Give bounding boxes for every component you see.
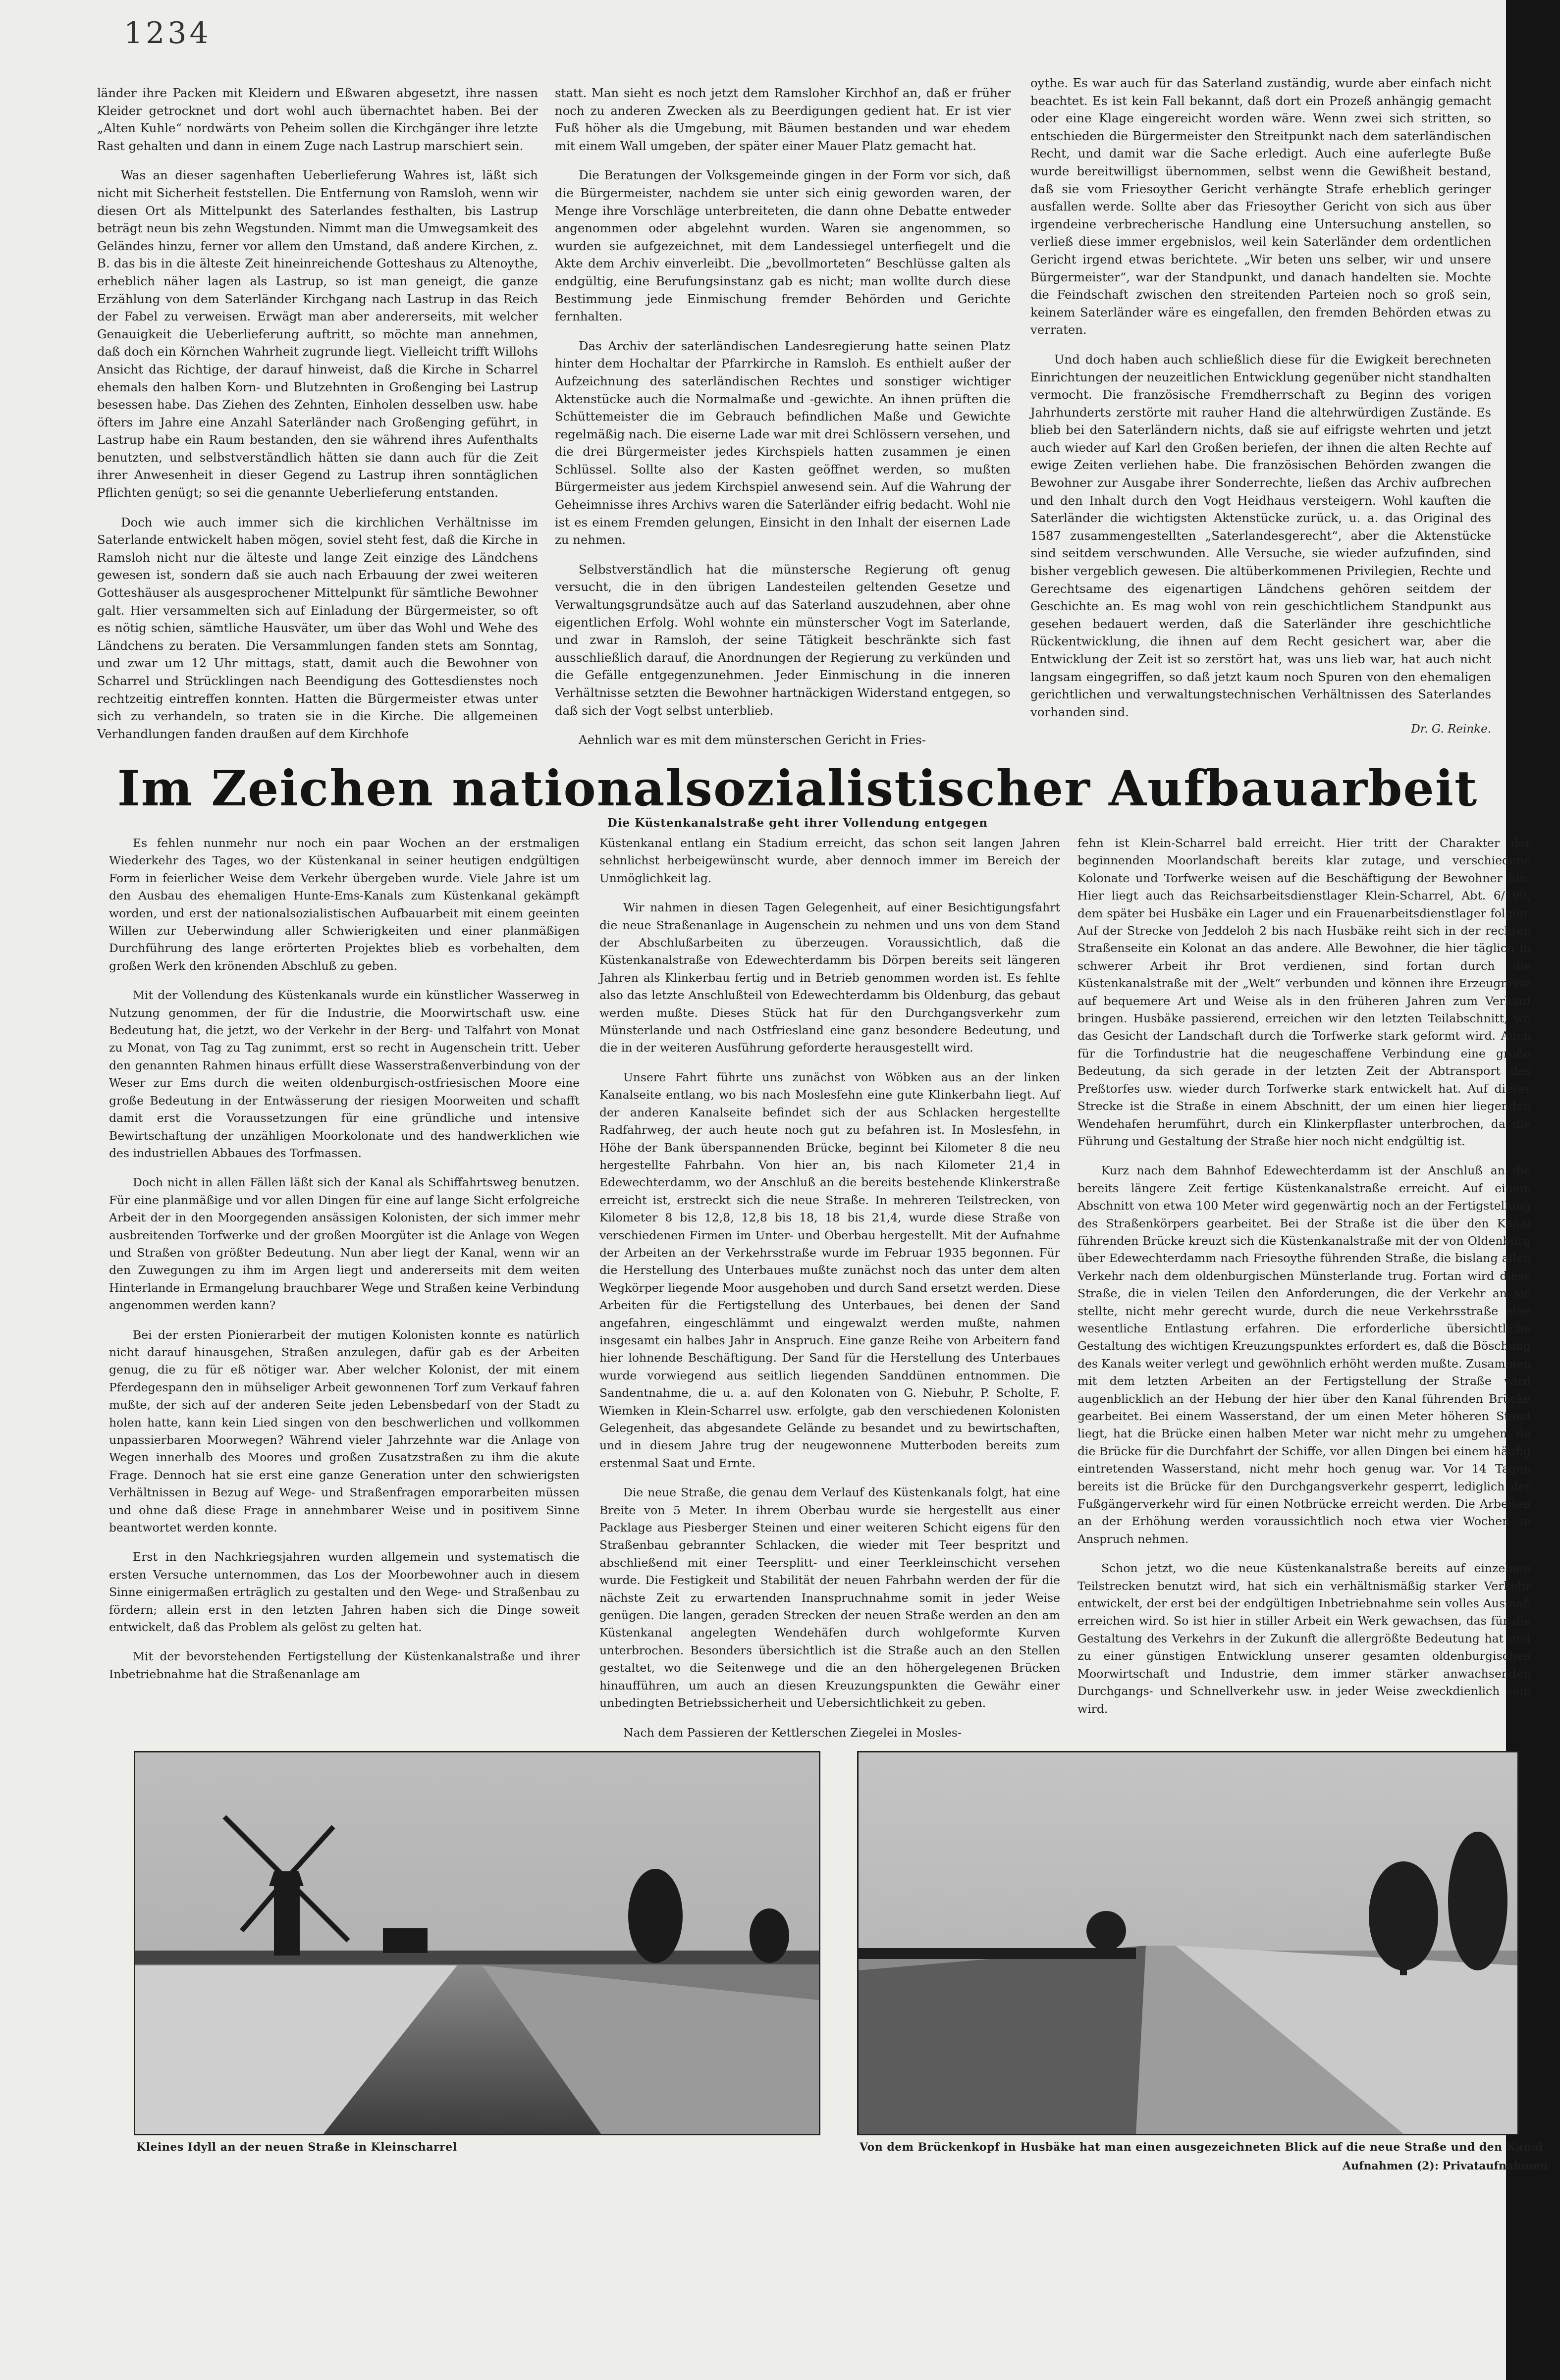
paragraph: oythe. Es war auch für das Saterland zuständig, wurde aber einfach nicht beachtet. Es ist kein Fall bekannt, daß dort ein Prozeß anhängig gemacht oder eine Klage eingereicht worden wäre. Wenn zwei sich stritten, so entschieden die Bürgermeister den Streitpunkt nach dem saterländischen Recht, und damit war die Sache erledigt. Auch eine auferlegte Buße wurde bereitwilligst übernommen, selbst wenn die Gewißheit bestand, daß sie vom Friesoyther Gericht verhängte Strafe erheblich geringer ausfallen werde. Sollte aber das Friesoyther Gericht von sich aus über irgendeine verbrecherische Handlung eine Untersuchung anstellen, so verließ diese immer ergebnislos, weil kein Saterländer dem ordentlichen Gericht irgend etwas berichtete. „Wir beten uns selber, wir und unsere Bürgermeister“, war der Standpunkt, und danach handelten sie. Mochte die Feindschaft zwischen den streitenden Parteien noch so groß sein, keinem Saterländer wäre es eingefallen, den fremden Behörden etwas zu verraten. <box>1030 76 1491 337</box>
paragraph: Schon jetzt, wo die neue Küstenkanalstraße bereits auf einzelnen Teilstrecken benutzt wird, hat sich ein verhältnismäßig starker Verkehr entwickelt, der erst bei der endgültigen Inbetriebnahme sein volles Ausmaß erreichen wird. So ist hier in stiller Arbeit ein Werk gewachsen, das für die Gestaltung des Verkehrs in der Zukunft die allergrößte Bedeutung hat und zu einer günstigen Entwicklung unserer gesamten oldenburgischen Moorwirtschaft und Industrie, dem immer stärker anwachsenden Durchgangs- und Schnellverkehr usw. in jeder Weise zweckdienlich sein wird. <box>1077 1561 1531 1716</box>
paragraph: Doch wie auch immer sich die kirchlichen Verhältnisse im Saterlande entwickelt haben mögen, soviel steht fest, daß die Kirche in Ramsloh nicht nur die älteste und lange Zeit einzige des Ländchens gewesen ist, sondern daß sie auch nach Erbauung der zwei weiteren Gotteshäuser als ausgesprochener Mittelpunkt für sämtliche Bewohner galt. Hier versammelten sich auf Einladung der Bürgermeister, so oft es nötig schien, sämtliche Hausväter, um über das Wohl und Wehe des Ländchens zu beraten. Die Versammlungen fanden stets am Sonntag, und zwar um 12 Uhr mittags, statt, damit auch die Bewohner von Scharrel und Strücklingen nach Beendigung des Gottesdienstes noch rechtzeitig eintreffen konnten. Hatten die Bürgermeister etwas unter sich zu verhandeln, so traten sie in die Kirche. Die allgemeinen Verhandlungen fanden draußen auf dem Kirchhofe <box>97 515 538 741</box>
paragraph: Unsere Fahrt führte uns zunächst von Wöbken aus an der linken Kanalseite entlang, wo bis nach Moslesfehn eine gute Klinkerbahn liegt. Auf der anderen Kanalseite befindet sich der aus Schlacken hergestellte Radfahrweg, der auch heute noch gut zu befahren ist. In Moslesfehn, in Höhe der Bank überspannenden Brücke, beginnt bei Kilometer 8 die neu hergestellte Fahrbahn. Von hier an, bis nach Kilometer 21,4 in Edewechterdamm, wo der Anschluß an die bereits bestehende Klinkerstraße erreicht ist, erstreckt sich die neue Straße. In mehreren Teilstrecken, von Kilometer 8 bis 12,8, 12,8 bis 18, 18 bis 21,4, wurde diese Straße von verschiedenen Firmen im Unter- und Oberbau hergestellt. Mit der Aufnahme der Arbeiten an der Verkehrsstraße wurde im Februar 1935 begonnen. Für die Herstellung des Unterbaues mußte zunächst noch das unter dem alten Wegkörper liegende Moor ausgehoben und durch Sand ersetzt werden. Diese Arbeiten für die Fertigstellung des Unterbaues, bei denen der Sand angefahren, eingeschlämmt und eingewalzt werden mußte, nahmen insgesamt ein halbes Jahr in Anspruch. Eine ganze Reihe von Arbeitern fand hier lohnende Beschäftigung. Der Sand für die Herstellung des Unterbaues wurde vorwiegend aus seitlich liegenden Sanddünen entnommen. Die Sandentnahme, die u. a. auf den Kolonaten von G. Niebuhr, P. Scholte, F. Wiemken in Klein-Scharrel usw. erfolgte, gab den verschiedenen Kolonisten Gelegenheit, das abgesandete Gelände zu besandet und zu bewirtschaften, und in diesem Jahre trug der neugewonnene Mutterboden bereits zum erstenmal Saat und Ernte. <box>599 1070 1060 1470</box>
paragraph: Was an dieser sagenhaften Ueberlieferung Wahres ist, läßt sich nicht mit Sicherheit feststellen. Die Entfernung von Ramsloh, wenn wir diesen Ort als Mittelpunkt des Saterlandes festhalten, bis Lastrup beträgt neun bis zehn Wegstunden. Nimmt man die Umwegsamkeit des Geländes hinzu, ferner vor allem den Umstand, daß andere Kirchen, z. B. das bis in die älteste Zeit hineinreichende Gotteshaus zu Altenoythe, erheblich näher lagen als Lastrup, so ist man geneigt, die ganze Erzählung von dem Saterländer Kirchgang nach Lastrup in das Reich der Fabel zu verweisen. Erwägt man aber andererseits, mit welcher Genauigkeit die Ueberlieferung auftritt, so möchte man annehmen, daß doch ein Körnchen Wahrheit zugrunde liegt. Vielleicht trifft Willohs Ansicht das Richtige, der darauf hinweist, daß die Kirche in Scharrel ehemals den halben Korn- und Blutzehnten in Großenging bei Lastrup besessen habe. Das Ziehen des Zehnten, Einholen desselben usw. habe öfters im Jahre eine Anzahl Saterländer nach Großenging geführt, in Lastrup habe ein Raum bestanden, den sie während ihres Aufenthalts benutzten, und selbstverständlich hätten sie dann auch für die Zeit ihrer Anwesenheit in dieser Gegend zu Lastrup ihren sonntäglichen Pflichten genügt; so sei die genannte Ueberlieferung entstanden. <box>97 168 538 500</box>
paragraph: Erst in den Nachkriegsjahren wurden allgemein und systematisch die ersten Versuche unternommen, das Los der Moorbewohner auch in diesem Sinne einigermaßen erträglich zu gestalten und den Wege- und Straßenbau zu fördern; allein erst in den letzten Jahren haben sich die Dinge soweit entwickelt, daß das Problem als gelöst zu gelten hat. <box>109 1550 580 1635</box>
paragraph: Die neue Straße, die genau dem Verlauf des Küstenkanals folgt, hat eine Breite von 5 Meter. In ihrem Oberbau wurde sie hergestellt aus einer Packlage aus Piesberger Steinen und einer weiteren Schicht eigens für den Straßenbau gebrannter Schlacken, die wieder mit Teer bespritzt und abschließend mit einer Teersplitt- und einer Teerkleinschicht versehen wurde. Die Festigkeit und Stabilität der neuen Fahrbahn werden der für die nächste Zeit zu erwartenden Inanspruchnahme somit in jeder Weise genügen. Die langen, geraden Strecken der neuen Straße werden an den am Küstenkanal angelegten Wendehäfen durch wohlgeformte Kurven unterbrochen. Besonders übersichtlich ist die Straße auch an den Stellen gestaltet, wo die Seitenwege und die an den höhergelegenen Brücken hinaufführen, um auch an diesen Kreuzungspunkten die Gewähr einer unbedingten Betriebssicherheit und Uebersichtlichkeit zu geben. <box>599 1485 1060 1710</box>
headline: Im Zeichen nationalsozialistischer Aufbauarbeit <box>117 760 1478 817</box>
windmill-road-photo <box>134 1751 820 2135</box>
article-column-2 <box>599 835 1060 1742</box>
paragraph: Das Archiv der saterländischen Landesregierung hatte seinen Platz hinter dem Hochaltar der Pfarrkirche in Ramsloh. Es enthielt außer der Aufzeichnung des saterländischen Rechtes und sonstiger wichtiger Aktenstücke auch die Normalmaße und -gewichte. An ihnen prüften die Schüttemeister die im Gebrauch befindlichen Maße und Gewichte regelmäßig nach. Die eiserne Lade war mit drei Schlössern versehen, und die drei Bürgermeister jedes Kirchspiels hatten zusammen je einen Schlüssel. Sollte also der Kasten geöffnet werden, so mußten Bürgermeister aus jedem Kirchspiel anwesend sein. Auf die Wahrung der Geheimnisse ihres Archivs waren die Saterländer eifrig bedacht. Wohl nie ist es einem Fremden gelungen, Einsicht in den Inhalt der eisernen Lade zu nehmen. <box>555 338 1011 547</box>
paragraph: Es fehlen nunmehr nur noch ein paar Wochen an der erstmaligen Wiederkehr des Tages, wo der Küstenkanal in seiner heutigen endgültigen Form in feierlicher Weise dem Verkehr übergeben wurde. Viele Jahre ist um den Ausbau des ehemaligen Hunte-Ems-Kanals zum Küstenkanal gekämpft worden, und erst der nationalsozialistischen Aufbauarbeit mit einem geeinten Willen zur Ueberwindung aller Schwierigkeiten und einer planmäßigen Durchführung des lange erörterten Projektes blieb es vorbehalten, dem großen Werk den krönenden Abschluß zu geben. <box>109 836 580 973</box>
article-column-3 <box>1077 835 1531 1718</box>
paragraph: Aehnlich war es mit dem münsterschen Gericht in Fries- <box>579 733 926 747</box>
photo-caption-1: Kleines Idyll an der neuen Straße in Kleinscharrel <box>136 2141 457 2154</box>
paragraph: Selbstverständlich hat die münstersche Regierung oft genug versucht, die in den übrigen Landesteilen geltenden Gesetze und Verwaltungsgrundsätze auch auf das Saterland auszudehnen, aber ohne eigentlichen Erfolg. Wohl wohnte ein münsterscher Vogt im Saterlande, und zwar in Ramsloh, der seine Tätigkeit beschränkte sich fast ausschließlich darauf, die Anordnungen der Regierung zu verkünden und die Gefälle entgegenzunehmen. Jeder Einmischung in die inneren Verhältnisse setzten die Bewohner hartnäckigen Widerstand entgegen, so daß sich der Vogt selbst unterblieb. <box>555 562 1011 718</box>
paragraph: Küstenkanal entlang ein Stadium erreicht, das schon seit langen Jahren sehnlichst herbeigewünscht wurde, aber dennoch immer im Bereich der Unmöglichkeit lag. <box>599 836 1060 885</box>
top-column-2 <box>555 84 1011 749</box>
paragraph: Und doch haben auch schließlich diese für die Ewigkeit berechneten Einrichtungen der neuzeitlichen Entwicklung gegenüber nicht standhalten vermocht. Die französische Fremdherrschaft zu Beginn des vorigen Jahrhunderts zerstörte mit rauher Hand die altehrwürdigen Zustände. Es blieb bei den Saterländern nichts, daß sie auf eifrigste wehrten und jetzt auch wieder auf Karl den Großen beriefen, der ihnen die alten Rechte auf ewige Zeiten verliehen habe. Die französischen Behörden zwangen die Bewohner zur Ausgabe ihrer Sonderrechte, ließen das Archiv aufbrechen und den Inhalt durch den Vogt Heidhaus versteigern. Wohl kauften die Saterländer die wichtigsten Aktenstücke zurück, u. a. das Original des 1587 zusammengestellten „Saterlandesgerecht“, aber die Aktenstücke sind seitdem verschwunden. Alle Versuche, sie wieder aufzufinden, sind bisher vergeblich gewesen. Die altüberkommenen Privilegien, Rechte und Gerechtsame des eigenartigen Ländchens gehören seitdem der Geschichte an. Es mag wohl von rein geschichtlichem Standpunkt aus gesehen bedauert werden, daß die Saterländer ihre geschichtliche Rückentwicklung, die ihnen auf dem Recht gesichert war, aber die Entwicklung der Zeit ist so zerstört hat, was uns lieb war, hat auch nicht langsam eingegriffen, so daß jetzt kaum noch Spuren von den ehemaligen gerichtlichen und verwaltungstechnischen Verhältnissen des Saterlandes vorhanden sind. <box>1030 352 1491 719</box>
top-column-1 <box>97 84 538 742</box>
paragraph: Mit der bevorstehenden Fertigstellung der Küstenkanalstraße und ihrer Inbetriebnahme hat die Straßenanlage am <box>109 1649 580 1681</box>
paragraph: Doch nicht in allen Fällen läßt sich der Kanal als Schiffahrtsweg benutzen. Für eine planmäßige und vor allen Dingen für eine auf lange Sicht erfolgreiche Arbeit der in den Moorgegenden ansässigen Kolonisten, der sich immer mehr ausbreitenden Torfwerke und der großen Moorgüter ist die Anlage von Wegen und Straßen von größter Bedeutung. Nun aber liegt der Kanal, wenn wir an den Zuwegungen zu ihm im Argen liegt und andererseits mit dem weiten Hinterlande in Ermangelung brauchbarer Wege und Straßen keine Verbindung angenommen werden kann? <box>109 1175 580 1313</box>
paragraph: Kurz nach dem Bahnhof Edewechterdamm ist der Anschluß an die bereits längere Zeit fertige Küstenkanalstraße erreicht. Auf einem Abschnitt von etwa 100 Meter wird gegenwärtig noch an der Fertigstellung des Straßenkörpers gearbeitet. Bei der Straße ist die über den Kanal führenden Brücke kreuzt sich die Küstenkanalstraße mit der von Oldenburg über Edewechterdamm nach Friesoythe führenden Straße, die bislang allen Verkehr nach dem oldenburgischen Münsterlande trug. Fortan wird diese Straße, die in vielen Teilen den Anforderungen, die der Verkehr an sie stellte, nicht mehr gerecht wurde, durch die neue Verkehrsstraße eine wesentliche Entlastung erfahren. Die erforderliche übersichtliche Gestaltung des wichtigen Kreuzungspunktes erfordert es, daß die Böschung des Kanals weiter verlegt und gewöhnlich erhöht werden mußte. Zusammen mit dem letzten Arbeiten an der Fertigstellung der Straße wird augenblicklich an der Hebung der hier über den Kanal führenden Brücke gearbeitet. Bei einem Wasserstand, der um einen Meter höheren Stand liegt, hat die Brücke einen halben Meter war nicht mehr zu umgehen, da die Brücke für die Durchfahrt der Schiffe, vor allen Dingen bei einem häufig eintretenden Wasserstand, nicht mehr hoch genug war. Vor 14 Tagen bereits ist die Brücke für den Durchgangsverkehr gesperrt, lediglich der Fußgängerverkehr wird für einen Notbrücke erreicht werden. Die Arbeiten an der Erhöhung werden voraussichtlich noch etwa vier Wochen in Anspruch nehmen. <box>1077 1164 1531 1546</box>
paragraph: fehn ist Klein-Scharrel bald erreicht. Hier tritt der Charakter der beginnenden Moorlandschaft bereits klar zutage, und verschiedene Kolonate und Torfwerke weisen auf die Beschäftigung der Bewohner hin. Hier liegt auch das Reichsarbeitsdienstlager Klein-Scharrel, Abt. 6/190, dem später bei Husbäke ein Lager und ein Frauenarbeitsdienstlager folgen. Auf der Strecke von Jeddeloh 2 bis nach Husbäke reiht sich in der rechten Straßenseite ein Kolonat an das andere. Alle Bewohner, die hier täglich in schwerer Arbeit ihr Brot verdienen, sind fortan durch die Küstenkanalstraße mit der „Welt“ verbunden und können ihre Erzeugnisse auf bequemere Art und Weise als in den früheren Jahren zum Verkauf bringen. Husbäke passierend, erreichen wir den letzten Teilabschnitt, wo das Gesicht der Landschaft durch die Torfwerke stark geformt wird. Auch für die Torfindustrie hat die neugeschaffene Verbindung eine große Bedeutung, da sich gerade in der letzten Zeit der Abtransport des Preßtorfes usw. wieder durch Torfwerke stark entwickelt hat. Auf dieser Strecke ist die Straße in einem Abschnitt, der um einen hier liegenden Wendehafen herumführt, durch ein Klinkerpflaster unterbrochen, da die Führung und Gestaltung der Straße hier noch nicht endgültig ist. <box>1077 836 1531 1148</box>
paragraph: Nach dem Passieren der Kettlerschen Ziegelei in Mosles- <box>623 1725 962 1740</box>
paragraph: Die Beratungen der Volksgemeinde gingen in der Form vor sich, daß die Bürgermeister, nachdem sie unter sich einig geworden waren, der Menge ihre Vorschläge unterbreiteten, die dann ohne Debatte entweder angenommen oder abgelehnt wurden. Waren sie angenommen, so wurden sie aufgezeichnet, mit dem Landessiegel unterfiegelt und die Akte dem Archiv einverleibt. Die „bevollmorteten“ Beschlüsse galten als endgültig, eine Berufungsinstanz gab es nicht; man wollte durch diese Bestimmung jede Einmischung fremder Behörden und Gerichte fernhalten. <box>555 168 1011 324</box>
article-column-1 <box>109 835 580 1683</box>
paragraph: statt. Man sieht es noch jetzt dem Ramsloher Kirchhof an, daß er früher noch zu anderen Zwecken als zu Beerdigungen gedient hat. Er ist vier Fuß höher als die Umgebung, mit Bäumen bestanden und war ehedem mit einem Wall umgeben, der später einer Mauer Platz gemacht hat. <box>555 86 1011 153</box>
top-column-3 <box>1030 74 1491 739</box>
paragraph: Mit der Vollendung des Küstenkanals wurde ein künstlicher Wasserweg in Nutzung genommen, der für die Industrie, die Moorwirtschaft usw. eine Bedeutung hat, die jetzt, wo der Verkehr in der Berg- und Talfahrt von Monat zu Monat, von Tag zu Tag zunimmt, erst so recht in Augenschein tritt. Ueber den genannten Rahmen hinaus erfüllt diese Wasserstraßenverbindung von der Weser zur Ems durch die weiten oldenburgisch-ostfriesischen Moore eine große Bedeutung in der Entwässerung der riesigen Moorweiten und schafft damit erst die Voraussetzungen für eine gründliche und intensive Bewirtschaftung der unzähligen Moorkolonate und des handwerklichen wie des industriellen Abbaues des Torfmassen. <box>109 988 580 1160</box>
paragraph: Bei der ersten Pionierarbeit der mutigen Kolonisten konnte es natürlich nicht darauf hinausgehen, Straßen anzulegen, dafür gab es der Arbeiten genug, die zu für eß nötiger war. Aber welcher Kolonist, der mit einem Pferdegespann den in mühseliger Arbeit gewonnenen Torf zum Verkauf fahren mußte, der sich auf der anderen Seite jeden Lebensbedarf von der Stadt zu holen hatte, kann kein Lied singen von den beschwerlichen und vollkommen unpassierbaren Moorwegen? Während vieler Jahrzehnte war die Anlage von Wegen innerhalb des Moores und großen Zusatzstraßen zu ihm die akute Frage. Dennoch hat sie erst eine ganze Generation unter den schwierigsten Verhältnissen in Bezug auf Wege- und Straßenfragen emporarbeiten müssen und ohne daß diese Frage in annehmbarer Weise und in positivem Sinne beantwortet werden konnte. <box>109 1327 580 1535</box>
page-number: 1234 <box>124 16 212 51</box>
author-signature: Dr. G. Reinke. <box>1411 723 1491 736</box>
paragraph: Wir nahmen in diesen Tagen Gelegenheit, auf einer Besichtigungsfahrt die neue Straßenanlage in Augenschein zu nehmen und uns von dem Stand der Abschlußarbeiten zu überzeugen. Voraussichtlich, daß die Küstenkanalstraße von Edewechterdamm bis Dörpen bereits seit längeren Jahren als Klinkerbau fertig und in Betrieb genommen worden ist. Es fehlte also das letzte Anschlußteil von Edewechterdamm bis Oldenburg, das gebaut werden mußte. Dieses Stück hat für den Durchgangsverkehr zum Münsterlande und nach Ostfriesland eine ganz besondere Bedeutung, und die in der weiteren Ausführung geforderte herausgestellt wird. <box>599 900 1060 1055</box>
paragraph: länder ihre Packen mit Kleidern und Eßwaren abgesetzt, ihre nassen Kleider getrocknet und dort wohl auch übernachtet haben. Bei der „Alten Kuhle“ nordwärts von Peheim sollen die Kirchgänger ihre letzte Rast gehalten und dann in einem Zuge nach Lastrup marschiert sein. <box>97 86 538 153</box>
photo-caption-2: Von dem Brückenkopf in Husbäke hat man einen ausgezeichneten Blick auf die neue Straße und den Kanal <box>860 2141 1544 2154</box>
subheadline: Die Küstenkanalstraße geht ihrer Vollendung entgegen <box>607 816 988 830</box>
photo-credit: Aufnahmen (2): Privataufnahmen <box>1343 2160 1548 2172</box>
canal-road-photo <box>857 1751 1519 2135</box>
